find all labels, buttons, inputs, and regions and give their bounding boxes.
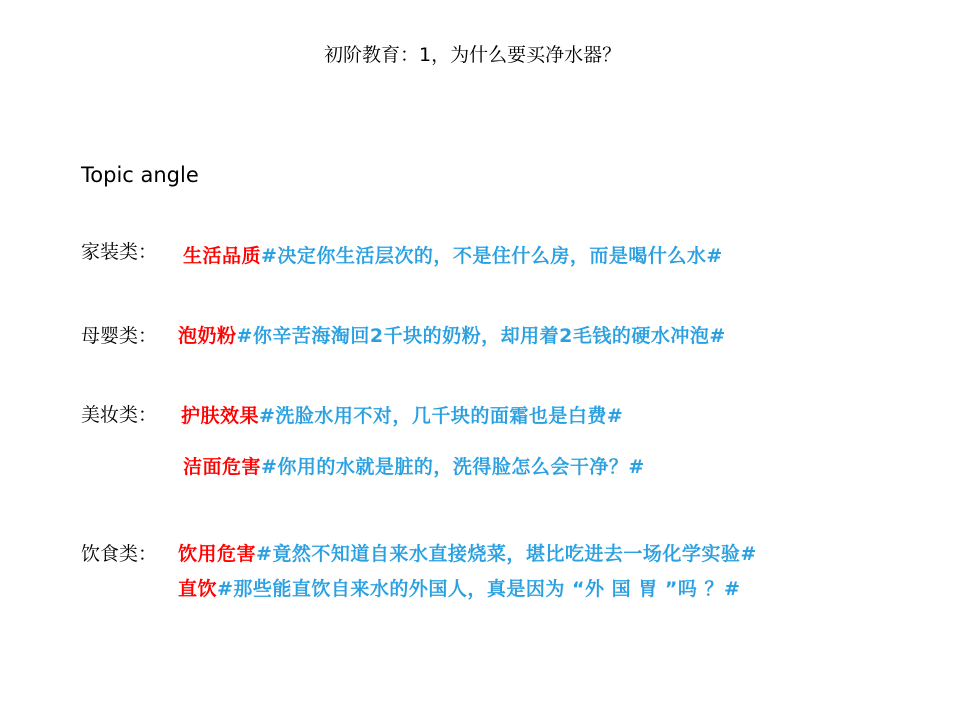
category-label-beauty: 美妆类： [81,404,158,426]
topic-line [183,241,723,268]
category-label-home: 家装类： [81,241,158,263]
topic-keyword: 洁面危害 [183,456,262,478]
topic-line [181,401,623,428]
topic-keyword: 护肤效果 [181,405,260,427]
topic-line [178,574,740,601]
topic-text: #你辛苦海淘回2千块的奶粉，却用着2毛钱的硬水冲泡# [236,325,726,347]
category-label-food: 饮食类： [81,543,158,565]
topic-keyword: 直饮 [178,578,218,600]
topic-text: #洗脸水用不对，几千块的面霜也是白费# [259,405,624,427]
topic-text: #决定你生活层次的，不是住什么房，而是喝什么水# [261,245,723,267]
topic-line [178,539,757,566]
topic-angle-heading: Topic angle [81,163,199,187]
topic-keyword: 泡奶粉 [178,325,237,347]
topic-line [183,452,645,479]
page-title: 初阶教育：1，为什么要买净水器？ [324,44,622,66]
topic-keyword: 生活品质 [183,245,262,267]
topic-text: #那些能直饮自来水的外国人，真是因为 “外 国 胃 ”吗 ？# [217,578,741,600]
category-label-baby: 母婴类： [81,325,158,347]
topic-keyword: 饮用危害 [178,543,257,565]
topic-text: #竟然不知道自来水直接烧菜，堪比吃进去一场化学实验# [256,543,757,565]
topic-line [178,321,726,348]
topic-text: #你用的水就是脏的，洗得脸怎么会干净？# [261,456,645,478]
